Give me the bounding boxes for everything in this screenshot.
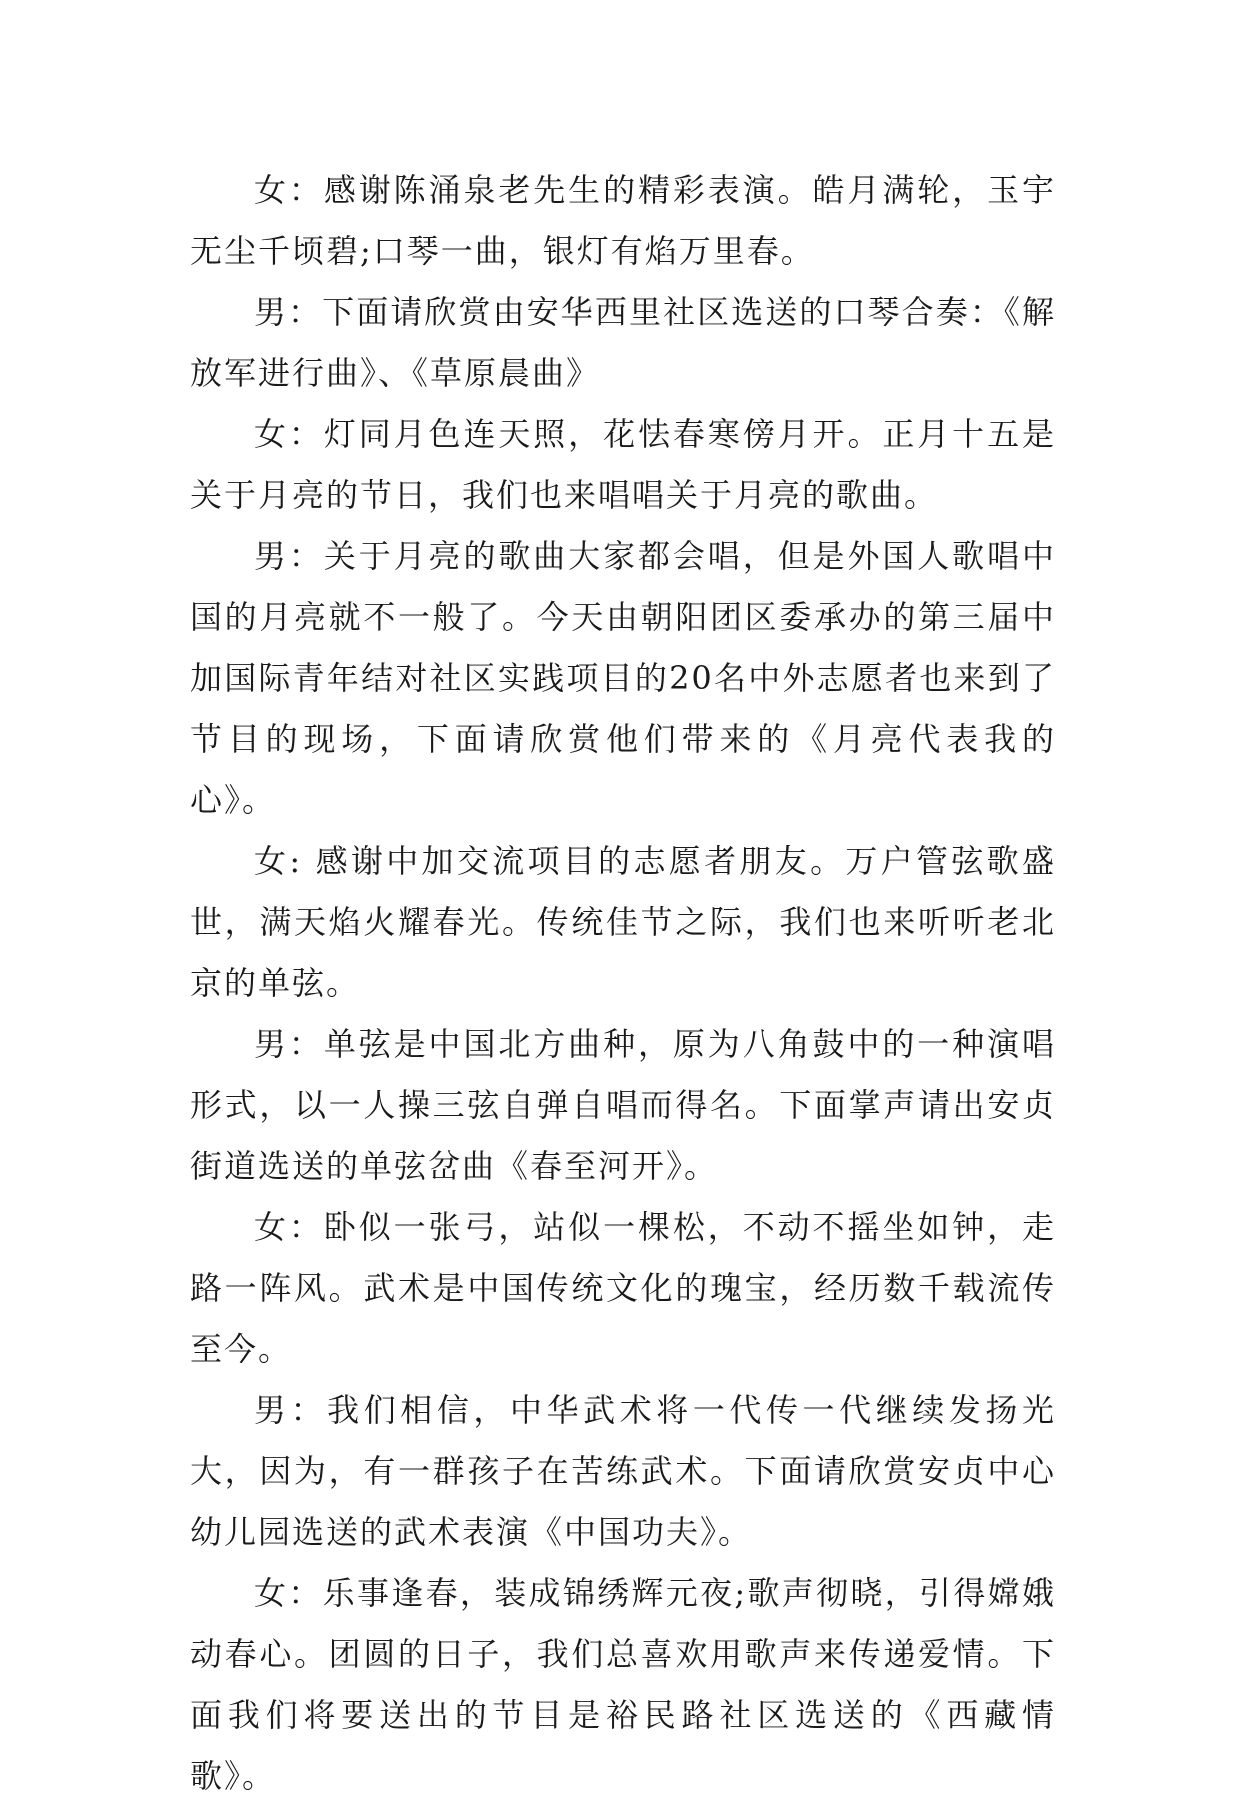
paragraph-2: 男：下面请欣赏由安华西里社区选送的口琴合奏：《解放军进行曲》、《草原晨曲》	[190, 293, 1056, 392]
document-body	[190, 160, 1056, 1807]
paragraph-1: 女：感谢陈涌泉老先生的精彩表演。皓月满轮，玉宇无尘千顷碧;口琴一曲，银灯有焰万里春。	[190, 171, 1056, 270]
paragraph-8: 男：我们相信，中华武术将一代传一代继续发扬光大，因为，有一群孩子在苦练武术。下面请欣赏安贞中心幼儿园选送的武术表演《中国功夫》。	[190, 1391, 1056, 1551]
paragraph-9: 女：乐事逢春，装成锦绣辉元夜;歌声彻晓，引得嫦娥动春心。团圆的日子，我们总喜欢用歌声来传递爱情。下面我们将要送出的节目是裕民路社区选送的《西藏情歌》。	[190, 1574, 1056, 1795]
paragraph-6: 男：单弦是中国北方曲种，原为八角鼓中的一种演唱形式，以一人操三弦自弹自唱而得名。下面掌声请出安贞街道选送的单弦岔曲《春至河开》。	[190, 1025, 1056, 1185]
paragraph-4: 男：关于月亮的歌曲大家都会唱，但是外国人歌唱中国的月亮就不一般了。今天由朝阳团区委承办的第三届中加国际青年结对社区实践项目的20名中外志愿者也来到了节目的现场，下面请欣赏他们带来的《月亮代表我的心》。	[190, 537, 1056, 819]
paragraph-3: 女：灯同月色连天照，花怯春寒傍月开。正月十五是关于月亮的节日，我们也来唱唱关于月亮的歌曲。	[190, 415, 1056, 514]
paragraph-5: 女: 感谢中加交流项目的志愿者朋友。万户管弦歌盛世，满天焰火耀春光。传统佳节之际，我们也来听听老北京的单弦。	[190, 842, 1056, 1002]
paragraph-7: 女：卧似一张弓，站似一棵松，不动不摇坐如钟，走路一阵风。武术是中国传统文化的瑰宝，经历数千载流传至今。	[190, 1208, 1056, 1368]
